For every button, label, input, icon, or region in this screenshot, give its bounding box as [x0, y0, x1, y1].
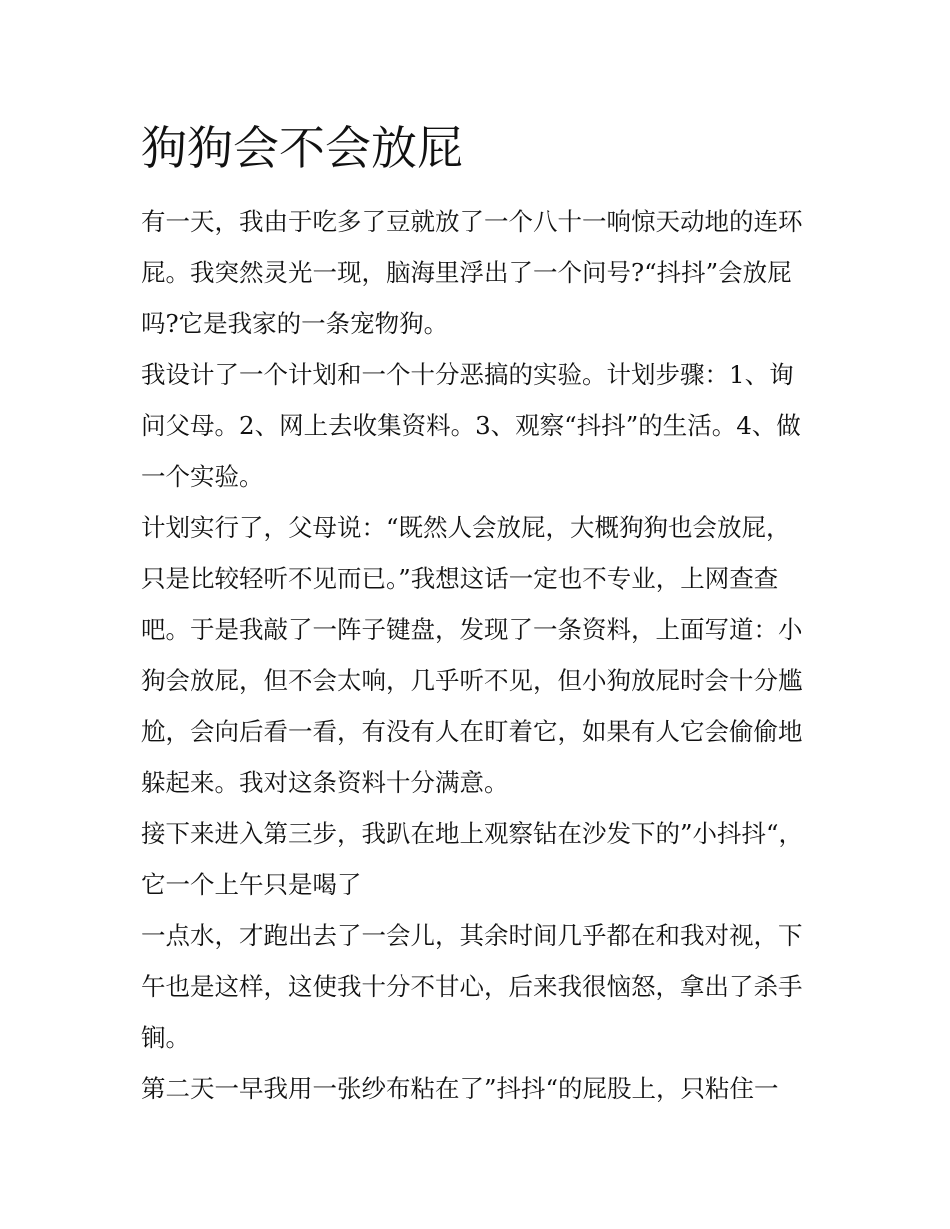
text-line: 吗?它是我家的一条宠物狗。 [141, 309, 449, 338]
text-line: 尬，会向后看一看，有没有人在盯着它，如果有人它会偷偷地 [141, 717, 803, 746]
text-line: 有一天，我由于吃多了豆就放了一个八十一响惊天动地的连环 [141, 207, 803, 236]
text-line: 我设计了一个计划和一个十分恶搞的实验。计划步骤：1、询 [141, 360, 794, 389]
text-line: 屁。我突然灵光一现，脑海里浮出了一个问号?“抖抖”会放屁 [141, 258, 792, 287]
text-line: 一点水，才跑出去了一会儿，其余时间几乎都在和我对视，下 [141, 921, 803, 950]
text-line: 问父母。2、网上去收集资料。3、观察“抖抖”的生活。4、做 [141, 411, 801, 440]
text-line: 狗会放屁，但不会太响，几乎听不见，但小狗放屁时会十分尴 [141, 666, 803, 695]
document-title: 狗狗会不会放屁 [141, 121, 463, 175]
text-line: 躲起来。我对这条资料十分满意。 [141, 768, 509, 797]
text-line: 午也是这样，这使我十分不甘心，后来我很恼怒，拿出了杀手 [141, 972, 803, 1001]
text-line: 计划实行了，父母说：“既然人会放屁，大概狗狗也会放屁， [141, 513, 791, 542]
text-line: 接下来进入第三步，我趴在地上观察钻在沙发下的”小抖抖“， [141, 819, 804, 848]
text-line: 锏。 [141, 1023, 190, 1052]
text-line: 吧。于是我敲了一阵子键盘，发现了一条资料，上面写道：小 [141, 615, 803, 644]
text-line: 一个实验。 [141, 462, 264, 491]
document-body [141, 196, 821, 1114]
text-line: 它一个上午只是喝了 [141, 870, 362, 899]
text-line: 只是比较轻听不见而已。”我想这话一定也不专业，上网查查 [141, 564, 779, 593]
text-line: 第二天一早我用一张纱布粘在了”抖抖“的屁股上，只粘住一 [141, 1074, 779, 1103]
